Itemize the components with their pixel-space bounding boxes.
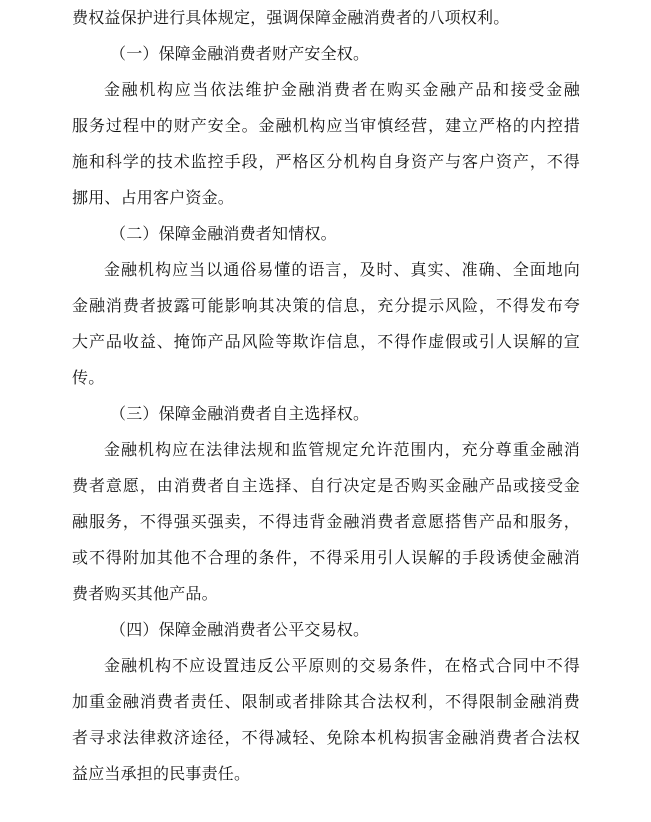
intro-paragraph: [72, 0, 580, 36]
paragraph-line: 金融机构不应设置违反公平原则的交易条件，在格式合同中不得: [104, 656, 580, 675]
paragraph-line: 金融消费者披露可能影响其决策的信息，充分提示风险，不得发布夸: [72, 296, 580, 315]
paragraph-line: 益应当承担的民事责任。: [72, 764, 251, 783]
paragraph-line: 金融机构应当以通俗易懂的语言，及时、真实、准确、全面地向: [104, 260, 580, 279]
paragraph-line: 服务过程中的财产安全。金融机构应当审慎经营，建立严格的内控措: [72, 116, 580, 135]
paragraph-line: 传。: [72, 368, 105, 387]
paragraph-line: 融服务，不得强买强卖，不得违背金融消费者意愿搭售产品和服务，: [72, 512, 580, 531]
paragraph-line: 加重金融消费者责任、限制或者排除其合法权利，不得限制金融消费: [72, 692, 580, 711]
section-heading-4: （四）保障金融消费者公平交易权。: [110, 620, 370, 639]
paragraph-line: 或不得附加其他不合理的条件，不得采用引人误解的手段诱使金融消: [72, 548, 580, 567]
paragraph-line: 挪用、占用客户资金。: [72, 188, 235, 207]
section-paragraph-3: [72, 432, 580, 612]
section-heading-3: （三）保障金融消费者自主选择权。: [110, 404, 370, 423]
paragraph-line: 施和科学的技术监控手段，严格区分机构自身资产与客户资产，不得: [72, 152, 580, 171]
paragraph-line: 金融机构应当依法维护金融消费者在购买金融产品和接受金融: [104, 80, 580, 99]
paragraph-line: 者寻求法律救济途径，不得减轻、免除本机构损害金融消费者合法权: [72, 728, 580, 747]
section-paragraph-1: [72, 72, 580, 216]
section-heading-1: （一）保障金融消费者财产安全权。: [110, 44, 370, 63]
section-heading-2: （二）保障金融消费者知情权。: [110, 224, 337, 243]
section-paragraph-2: [72, 252, 580, 396]
paragraph-line: 费者购买其他产品。: [72, 584, 218, 603]
section-paragraph-4: [72, 648, 580, 792]
paragraph-line: 大产品收益、掩饰产品风险等欺诈信息，不得作虚假或引人误解的宣: [72, 332, 580, 351]
intro-line: 费权益保护进行具体规定，强调保障金融消费者的八项权利。: [72, 8, 510, 27]
document-body: [72, 0, 580, 792]
paragraph-line: 费者意愿，由消费者自主选择、自行决定是否购买金融产品或接受金: [72, 476, 580, 495]
paragraph-line: 金融机构应在法律法规和监管规定允许范围内，充分尊重金融消: [104, 440, 580, 459]
